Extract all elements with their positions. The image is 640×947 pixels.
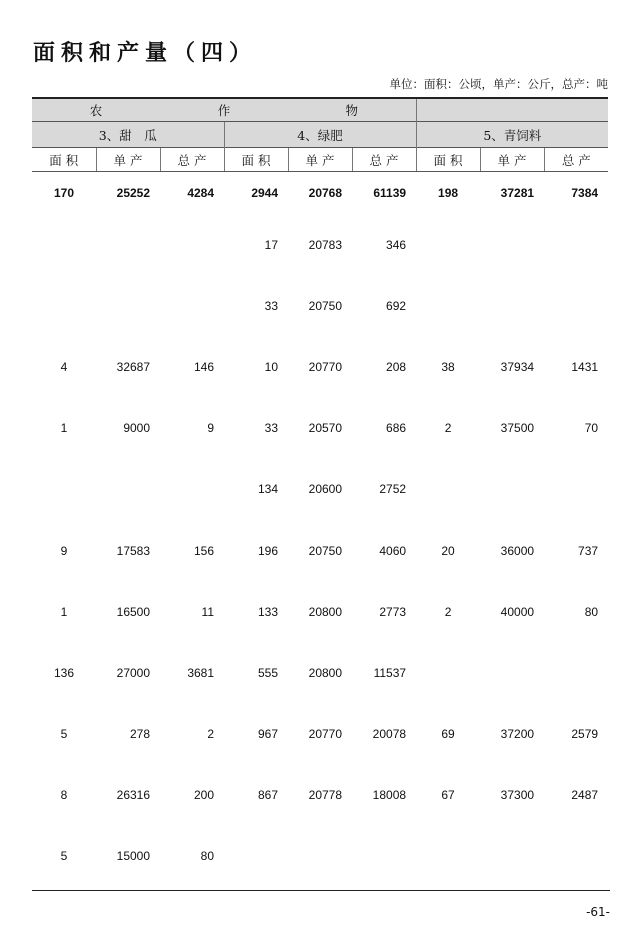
page-number: -61- (586, 905, 610, 919)
table-row (32, 398, 608, 459)
table-cell: 2 (207, 727, 215, 742)
table-cell: 2579 (571, 727, 599, 742)
table-row (32, 520, 608, 581)
table-cell (96, 459, 160, 520)
table-cell: 32687 (116, 359, 151, 374)
table-cell (480, 826, 544, 887)
table-cell: 25252 (116, 186, 151, 200)
table-row (32, 581, 608, 642)
unit-note: 单位：面积：公顷，单产：公斤，总产：吨 (389, 77, 608, 91)
table-cell: 278 (129, 727, 151, 742)
table-cell: 40000 (500, 604, 535, 619)
table-cell: 555 (258, 665, 279, 680)
col-header-yield-3: 单 产 (480, 148, 544, 172)
table-cell: 146 (193, 359, 215, 374)
table-row (32, 214, 608, 275)
table-cell: 11537 (373, 665, 407, 680)
table-cell: 9 (207, 421, 215, 436)
table-cell (32, 459, 96, 520)
table-cell: 17 (264, 237, 279, 252)
table-cell (416, 642, 480, 703)
table-row (32, 336, 608, 397)
table-cell: 134 (258, 482, 279, 497)
table-cell: 346 (386, 237, 407, 252)
table-cell (288, 826, 352, 887)
table-cell (96, 214, 160, 275)
table-cell: 20768 (308, 186, 343, 200)
table-cell (160, 214, 224, 275)
table-cell: 70 (584, 421, 599, 436)
table-row (32, 704, 608, 765)
table-cell (96, 275, 160, 336)
table-cell: 37934 (500, 359, 535, 374)
table-cell (416, 459, 480, 520)
header-row-columns (32, 148, 608, 172)
table-row (32, 459, 608, 520)
table-cell: 20770 (308, 359, 343, 374)
table-cell (544, 459, 608, 520)
table-cell: 208 (386, 359, 407, 374)
table-cell: 686 (386, 421, 407, 436)
table-cell (544, 214, 608, 275)
table-row (32, 275, 608, 336)
table-cell (480, 275, 544, 336)
table-cell: 2487 (571, 788, 599, 803)
table-cell: 3681 (187, 665, 215, 680)
table-row (32, 765, 608, 826)
table-cell: 11 (201, 604, 215, 619)
table-cell: 8 (60, 788, 68, 803)
table-cell: 10 (264, 359, 279, 374)
table-cell: 1 (60, 604, 68, 619)
table-cell (544, 275, 608, 336)
table-cell: 16500 (116, 604, 151, 619)
table-cell: 36000 (500, 543, 535, 558)
table-cell: 37300 (500, 788, 535, 803)
area-production-table (32, 97, 608, 887)
table-cell (480, 459, 544, 520)
header-row-group (32, 98, 608, 122)
header-group-blank (416, 98, 608, 122)
page-title: 面积和产量（四） (33, 40, 258, 66)
table-cell: 67 (441, 788, 455, 803)
table-cell: 37500 (500, 421, 535, 436)
col-header-area-2: 面 积 (224, 148, 288, 172)
table-cell (544, 826, 608, 887)
col-header-total-1: 总 产 (160, 148, 224, 172)
table-cell: 4060 (379, 543, 407, 558)
bottom-rule (32, 890, 610, 891)
table-cell: 2773 (379, 604, 407, 619)
table-cell: 20770 (308, 727, 343, 742)
table-cell: 20 (441, 543, 455, 558)
table-cell: 170 (53, 186, 75, 200)
table-row (32, 172, 608, 215)
table-cell: 156 (193, 543, 215, 558)
table-cell: 20778 (308, 788, 343, 803)
table-cell: 15000 (116, 849, 151, 864)
table-cell: 9000 (123, 421, 151, 436)
table-cell (416, 214, 480, 275)
table-cell: 200 (193, 788, 215, 803)
table-cell: 69 (441, 727, 455, 742)
table-cell: 2944 (251, 186, 279, 200)
table-row (32, 826, 608, 887)
col-header-area-1: 面 积 (32, 148, 96, 172)
table-cell (480, 642, 544, 703)
header-group-char-3: 物 (288, 98, 416, 122)
table-cell: 20570 (308, 421, 343, 436)
table-cell: 20800 (308, 604, 343, 619)
table-cell: 2752 (379, 482, 407, 497)
table-cell (416, 275, 480, 336)
table-cell (32, 275, 96, 336)
table-cell: 20750 (308, 543, 343, 558)
header-group-char-1: 农 (32, 98, 160, 122)
table-cell: 9 (60, 543, 68, 558)
col-header-total-2: 总 产 (352, 148, 416, 172)
header-crop-green-manure: 4、绿肥 (224, 122, 416, 148)
header-group-char-2: 作 (160, 98, 288, 122)
table-cell (480, 214, 544, 275)
col-header-total-3: 总 产 (544, 148, 608, 172)
table-cell: 1431 (571, 359, 599, 374)
table-cell: 27000 (116, 665, 151, 680)
table-cell: 867 (258, 788, 279, 803)
table-cell: 20783 (308, 237, 343, 252)
table-cell: 7384 (571, 186, 599, 200)
table-cell: 1 (60, 421, 68, 436)
table-cell: 692 (386, 298, 407, 313)
table-cell (32, 214, 96, 275)
table-cell: 20078 (372, 727, 407, 742)
table-cell (544, 642, 608, 703)
table-cell: 4 (60, 359, 68, 374)
table-cell: 33 (264, 421, 279, 436)
table-cell: 2 (444, 604, 452, 619)
table-cell: 133 (258, 604, 279, 619)
table-cell: 5 (60, 849, 68, 864)
header-row-crops (32, 122, 608, 148)
table-cell: 18008 (372, 788, 407, 803)
header-crop-melon: 3、甜 瓜 (32, 122, 224, 148)
header-crop-green-fodder: 5、青饲料 (416, 122, 608, 148)
table-cell: 37281 (500, 186, 535, 200)
table-cell (160, 459, 224, 520)
table-cell (416, 826, 480, 887)
table-cell: 26316 (116, 788, 151, 803)
table-cell (160, 275, 224, 336)
table-cell: 20600 (308, 482, 343, 497)
table-cell: 80 (584, 604, 599, 619)
table-cell: 37200 (500, 727, 535, 742)
table-cell: 737 (578, 543, 599, 558)
table-cell: 196 (258, 543, 279, 558)
table-cell: 967 (258, 727, 279, 742)
table-cell (224, 826, 288, 887)
table-cell: 17583 (116, 543, 151, 558)
table-cell: 20750 (308, 298, 343, 313)
table-cell: 198 (438, 186, 459, 200)
table-cell: 20800 (308, 665, 343, 680)
table-cell: 33 (264, 298, 279, 313)
col-header-area-3: 面 积 (416, 148, 480, 172)
table-cell: 2 (444, 421, 452, 436)
table-cell: 5 (60, 727, 68, 742)
table-cell: 61139 (373, 186, 407, 200)
col-header-yield-1: 单 产 (96, 148, 160, 172)
table-cell: 136 (53, 665, 75, 680)
table-cell (352, 826, 416, 887)
table-cell: 38 (441, 359, 455, 374)
table-cell: 4284 (187, 186, 215, 200)
table-row (32, 642, 608, 703)
table-cell: 80 (200, 849, 215, 864)
col-header-yield-2: 单 产 (288, 148, 352, 172)
